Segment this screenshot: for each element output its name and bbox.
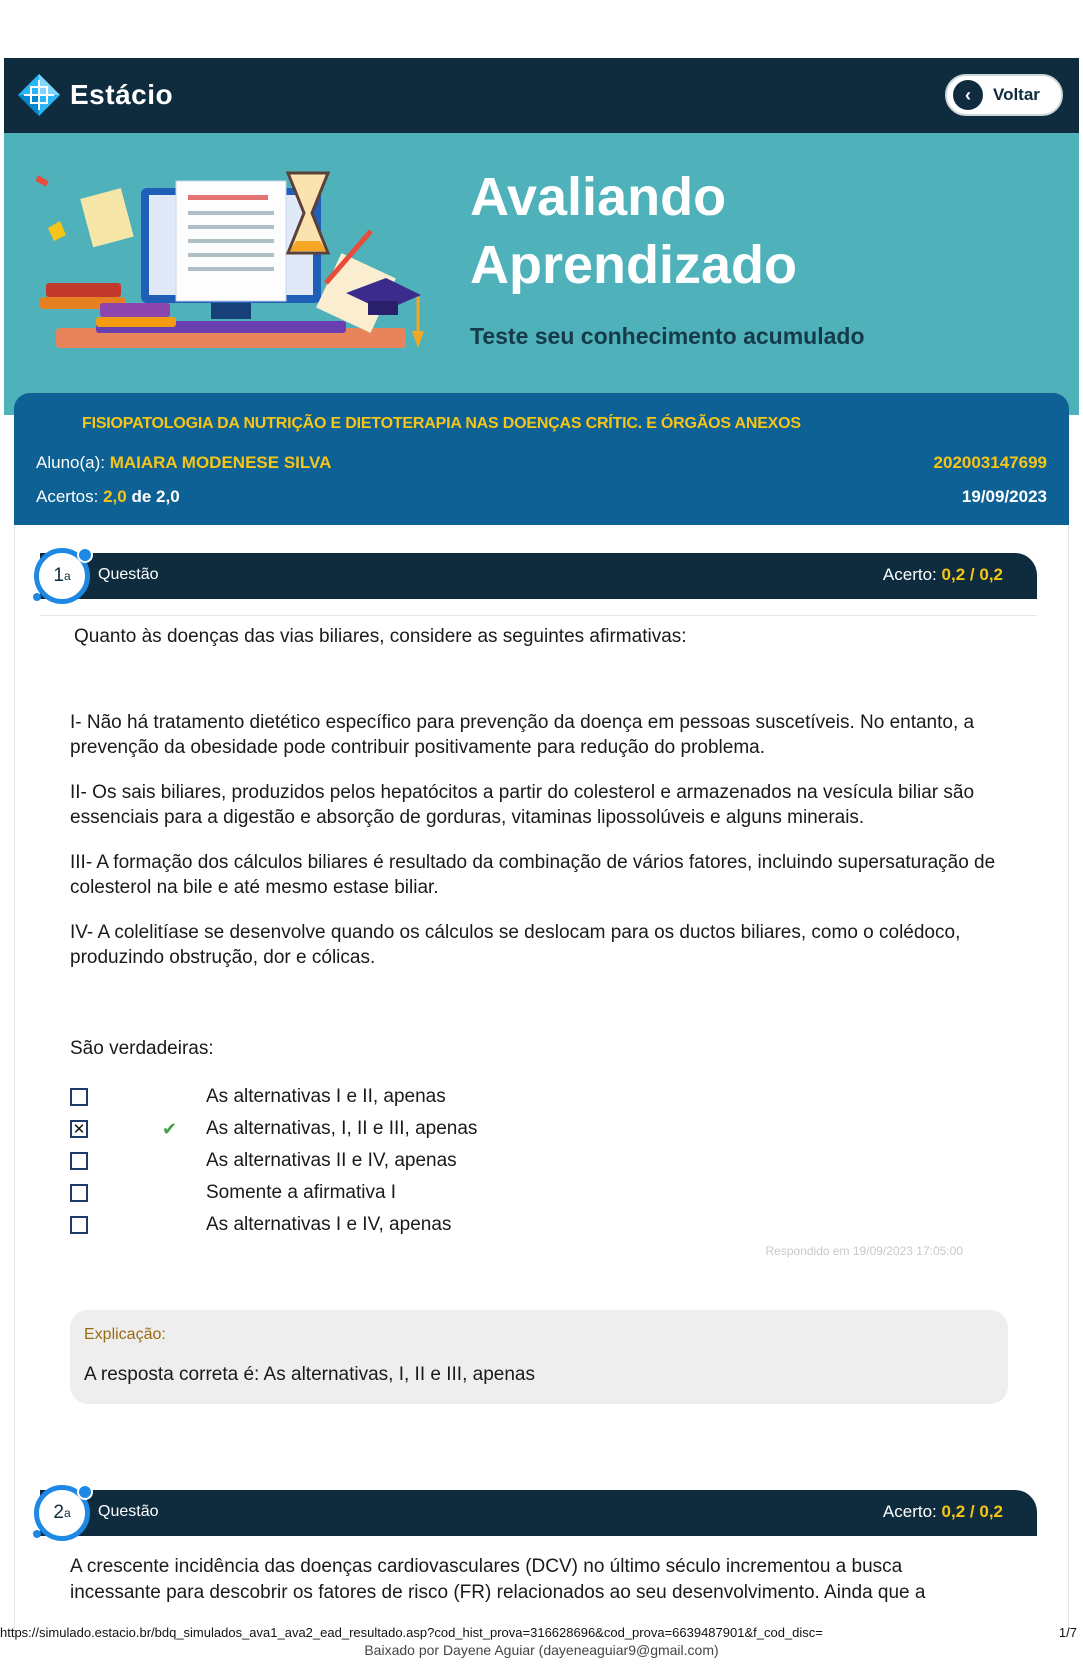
question-label: Questão [98,1503,159,1520]
acertos-total: de 2,0 [131,487,180,506]
statement-3: III- A formação dos cálculos biliares é resultado da combinação de vários fatores, incluindo supersaturação de colesterol na bile e até mesmo estase biliar. [70,852,996,898]
question-intro: Quanto às doenças das vias biliares, considere as seguintes afirmativas: [74,626,687,647]
answer-option-4[interactable] [70,1182,397,1203]
option-checkbox[interactable] [70,1088,88,1106]
option-label: As alternativas II e IV, apenas [206,1150,457,1171]
correct-check-icon: ✔ [162,1118,178,1139]
question-number-badge-1 [34,548,90,604]
question-number: 2 [53,1502,64,1523]
hero-title [470,163,797,299]
explanation-box [70,1310,1008,1404]
questions-content [14,525,1069,1635]
question-ordinal: a [63,1506,71,1520]
score-max: 0,2 [979,565,1003,584]
student-id: 202003147699 [933,453,1047,472]
question-number-badge-2 [34,1485,90,1541]
study-illustration [26,153,446,383]
answered-timestamp: Respondido em 19/09/2023 17:05:00 [765,1244,963,1258]
question-ordinal: a [63,569,71,583]
hero-title-line1: Avaliando [470,167,727,227]
statement-1: I- Não há tratamento dietético específico para prevenção da doença em pessoas suscetíveis. No entanto, a prevenção da obesidade pode contribuir positivamente para redução do problema. [70,712,975,758]
option-label: Somente a afirmativa I [206,1182,397,1203]
page-number: 1/7 [1058,1625,1077,1640]
question-2-intro-line1: A crescente incidência das doenças cardiovasculares (DCV) no último século incrementou a busca [70,1556,903,1577]
hero-subtitle: Teste seu conhecimento acumulado [470,323,865,349]
option-checkbox[interactable] [70,1184,88,1202]
student-label: Aluno(a): [36,453,105,472]
explanation-title: Explicação: [84,1326,166,1343]
answer-option-1[interactable] [70,1086,446,1107]
answer-option-3[interactable] [70,1150,457,1171]
question-prompt: São verdadeiras: [70,1038,214,1059]
score-max: 0,2 [979,1502,1003,1521]
hero-banner [4,133,1079,415]
score-value: 0,2 [941,565,966,584]
download-credit: Baixado por Dayene Aguiar (dayeneaguiar9@gmail.com) [364,1642,719,1658]
acertos-value: 2,0 [103,487,127,506]
score-label: Acerto: [882,565,937,584]
student-name: MAIARA MODENESE SILVA [109,453,332,472]
estacio-logo[interactable] [16,72,173,118]
acertos-label: Acertos: [36,487,99,506]
answer-option-2[interactable] [70,1118,478,1139]
page-url: https://simulado.estacio.br/bdq_simulados_ava1_ava2_ead_resultado.asp?cod_hist_prova=316628696&cod_prova=6639487901&f_cod_disc= [0,1625,823,1640]
question-2-intro-line2: incessante para descobrir os fatores de risco (FR) relacionados ao seu desenvolvimento. Ainda que a [70,1582,926,1603]
score-value: 0,2 [941,1502,966,1521]
question-header-2 [40,1490,1037,1536]
course-title: FISIOPATOLOGIA DA NUTRIÇÃO E DIETOTERAPIA NAS DOENÇAS CRÍTIC. E ÓRGÃOS ANEXOS [82,415,801,432]
question-label: Questão [98,566,159,583]
score-separator: / [969,1502,975,1521]
divider [40,615,1037,616]
answer-option-5[interactable] [70,1214,452,1235]
question-score [883,1502,1003,1522]
score-label: Acerto: [882,1502,937,1521]
question-number: 1 [53,565,64,586]
exam-info-panel [14,393,1069,525]
option-checkbox[interactable] [70,1216,88,1234]
score-separator: / [969,565,975,584]
option-label: As alternativas I e II, apenas [206,1086,446,1107]
question-header-1 [40,553,1037,599]
option-checkbox[interactable] [70,1152,88,1170]
score-row [36,487,1047,507]
back-button-label: Voltar [993,85,1040,104]
option-checkbox-selected[interactable]: ✕ [70,1120,88,1138]
back-button[interactable] [945,74,1063,116]
exam-date: 19/09/2023 [961,487,1047,506]
explanation-body: A resposta correta é: As alternativas, I, II e III, apenas [84,1364,535,1385]
statement-4: IV- A colelitíase se desenvolve quando os cálculos se deslocam para os ductos biliares, como o colédoco, produzindo obstrução, dor e cólicas. [70,922,961,968]
option-label: As alternativas, I, II e III, apenas [206,1118,478,1139]
question-score [883,565,1003,585]
top-navbar [4,58,1079,133]
student-row [36,453,1047,473]
estacio-logo-icon [16,72,62,118]
hero-title-line2: Aprendizado [470,235,798,295]
statement-2: II- Os sais biliares, produzidos pelos hepatócitos a partir do colesterol e armazenados na vesícula biliar são essenciais para a digestão e absorção de gorduras, vitaminas lipossolúveis e alguns minerais. [70,782,975,828]
chevron-left-icon: ‹ [953,80,983,110]
option-label: As alternativas I e IV, apenas [206,1214,452,1235]
brand-name: Estácio [70,79,174,110]
